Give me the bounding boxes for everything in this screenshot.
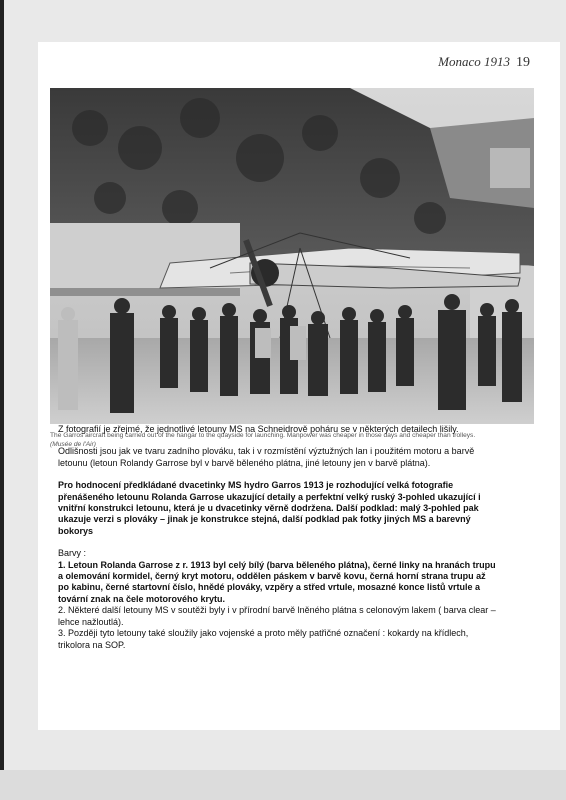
colors-item-3: 3. Později tyto letouny také sloužily jako vojenské a proto měly patřičné označení : kokardy na křídlech, trikolora na SOP.: [58, 628, 469, 650]
historic-photo: [50, 88, 534, 424]
colors-heading: Barvy :: [58, 548, 87, 559]
photo-garros-aircraft: [50, 88, 534, 424]
page-header: [438, 54, 530, 71]
page-number: 19: [516, 55, 530, 70]
caption-text: The Garros aircraft being carried out of the hangar to the quayside for launching. Manpower was cheaper in those days and cheaper than trolleys.: [50, 432, 476, 439]
scan-margin: [0, 770, 566, 800]
paragraph-differences: Odlišnosti jsou jak ve tvaru zadního plováku, tak i v rozmístění výztužných lan i použitém motoru a barvě letounu (letoun Rolandy Garrose byl v barvě běleného plátna, jiné letouny jen v barvě plátna).: [58, 446, 475, 468]
magazine-title: Monaco 1913: [438, 54, 510, 69]
colors-item-2: 2. Některé další letouny MS v soutěži byly i v přírodní barvě lněného plátna s celonovým lakem ( barva clear – lehce nažloutlá).: [58, 605, 496, 627]
article-body: [58, 424, 498, 651]
scan-edge: [0, 0, 4, 800]
caption-credit: (Musée de l'Air): [50, 441, 96, 448]
colors-item-1: 1. Letoun Rolanda Garrose z r. 1913 byl celý bílý (barva běleného plátna), černé linky na hranách trupu a olemování kormidel, černý kryt motoru, oddělen páskem v barvě kovu, černá horní strana trupu až po kabinu, černé startovní číslo, hnědé plováky, vzpěry a střed vrtule, mosazné konce listů vrtule a tovární znak na čele motorového krytu.: [58, 559, 496, 604]
paragraph-intro: Z fotografií je zřejmé, že jednotlivé letouny MS na Schneidrově poháru se v některých detailech lišily.: [58, 424, 459, 434]
paragraph-sources: Pro hodnocení předkládané dvacetinky MS hydro Garros 1913 je rozhodující velká fotografie přenášeného letounu Rolanda Garrose ukazující detaily a perfektní velký ruský 3-pohled ukazující i vnitřní konstrukci letounu, která je u dvacetinky věrně dodržena. Další podklad: malý 3-pohled pak ukazuje verzi s plováky – jinak je konstrukce stejná, další podklad pak fotky jiných MS a barevný bokorys: [58, 480, 481, 536]
